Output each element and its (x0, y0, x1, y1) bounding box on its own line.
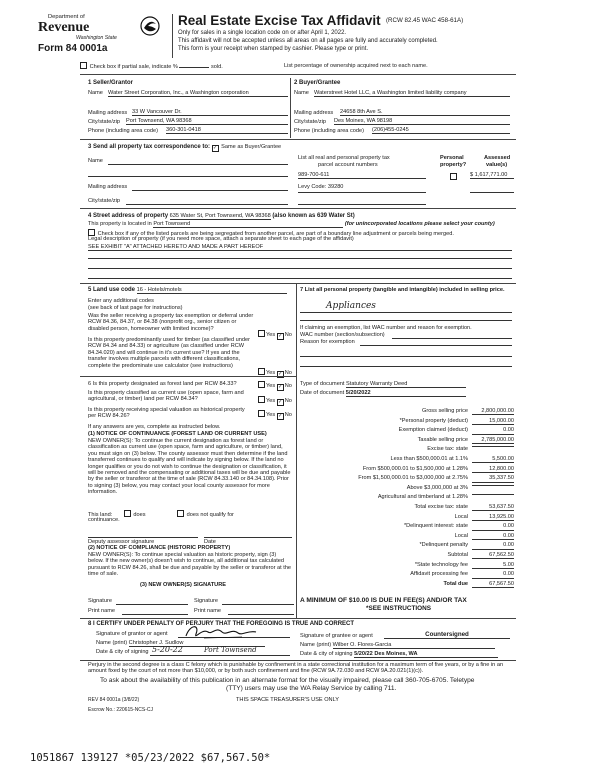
tax-row-label: Exemption claimed (deduct) (398, 427, 468, 434)
tax-row-label: From $1,500,000.01 to $3,000,000 at 2.75% (358, 475, 468, 482)
washington-state-text: Washington State (76, 35, 117, 41)
grantee-name-label: Name (print) (300, 642, 332, 648)
levy-code-value: 39280 (327, 184, 344, 190)
segregated-checkbox[interactable] (88, 229, 95, 236)
exemption-question: Was the seller receiving a property tax exemption or deferral under RCW 84.36, 84.37, or 84.38 (nonprofit org., senior citizen or disabled person, homeowner with limited income)? (88, 313, 254, 332)
notice-compliance-heading: (2) NOTICE OF COMPLIANCE (HISTORIC PROPERTY) (88, 545, 231, 551)
revision-label: REV 84 0001a (3/8/22) (88, 697, 140, 703)
tax-row-label: *Personal property (deduct) (399, 417, 468, 424)
seller-name-label: Name (88, 90, 103, 96)
unincorporated-note: (for unincorporated locations please select your county) (344, 221, 495, 227)
grantor-signature-image (182, 622, 262, 642)
located-in-row (88, 221, 495, 228)
partial-sale-checkbox[interactable] (80, 62, 87, 69)
wac-number-label: WAC number (section/subsection) (300, 332, 385, 338)
located-in-label: This property is located in (88, 221, 152, 227)
does-checkbox[interactable] (124, 510, 131, 517)
certify-heading: 8 I CERTIFY UNDER PENALTY OF PERJURY THAT THE FOREGOING IS TRUE AND CORRECT (88, 621, 355, 627)
timber-yes-checkbox[interactable] (258, 368, 265, 375)
street-address-label: 4 Street address of property (88, 213, 169, 219)
dor-emblem-icon (140, 16, 160, 36)
tax-row-value[interactable]: 13,925.00 (472, 514, 514, 521)
timber-no-checkbox[interactable]: ✓ (278, 371, 283, 377)
buyer-name-label: Name (294, 90, 309, 96)
tax-row-label: Subtotal (447, 552, 468, 558)
yes-label: Yes (266, 383, 276, 389)
tax-row-label: Gross selling price (421, 408, 468, 414)
parcel-number-field[interactable]: 989-700-611 (298, 172, 426, 179)
land-use-label: 5 Land use code (88, 287, 136, 293)
tax-row-label: Agricultural and timberland at 1.28% (377, 494, 468, 501)
same-as-buyer-label: Same as Buyer/Grantee (221, 144, 282, 150)
grantee-date-label: Date & city of signing (300, 651, 353, 657)
personal-property-line-2 (300, 320, 512, 321)
header-note-1: Only for sales in a single location code on or after April 1, 2022. (178, 30, 347, 36)
seller-name-field[interactable]: Water Street Corporation, Inc., a Washington corporation (108, 90, 288, 97)
forest-land-question: 6 Is this property designated as forest land per RCW 84.33? (88, 381, 237, 387)
forest-yes-no (258, 381, 292, 391)
tax-row-label: *Delinquent penalty (419, 542, 468, 549)
perjury-warning: Perjury in the second degree is a class C felony which is punishable by confinement in a state correctional institution for a maximum term of five years, or by a fine in an amount fixed by the court of not more than $10,000, or by both such confinement and fine (RCW 9A.72.030 and RCW 9A.20.021(1)(c)). (88, 662, 504, 675)
section3-name-field-2[interactable] (88, 176, 288, 177)
buyer-mailing-field[interactable]: 24658 8th Ave S. (340, 109, 510, 116)
treasurer-use-label: THIS SPACE TREASURER'S USE ONLY (236, 697, 340, 703)
yes-label: Yes (266, 412, 276, 418)
assessed-header-1: Assessed (484, 155, 511, 161)
cashier-stamp: 1051867 139127 *05/23/2022 $67,567.50* (30, 752, 271, 764)
grantor-date-row (96, 649, 149, 655)
historic-yes-checkbox[interactable] (258, 410, 265, 417)
street-address-aka: (also known as 639 Water St) (272, 213, 355, 219)
timber-question: Is this property predominantly used for timber (as classified under RCW 84.34 and 84.33) or agriculture (as classified under RCW 84.34.020) and will continue in it's current use? If yes and the transfer involves multiple parcels with different classifications, complete the predominate use calculator (see instructions) (88, 337, 250, 369)
legal-line-2 (88, 258, 512, 259)
new-owner-signature-heading: (3) NEW OWNER(S) SIGNATURE (140, 582, 226, 588)
historic-question: Is this property receiving special valuation as historical property per RCW 84.26? (88, 407, 245, 420)
tax-row-value[interactable]: 12,800.00 (472, 466, 514, 473)
exemption-yes-checkbox[interactable] (258, 330, 265, 337)
grantor-city-field[interactable]: Port Townsend (204, 646, 257, 654)
parcel-number-field-2[interactable] (298, 192, 426, 193)
does-not-checkbox[interactable] (177, 510, 184, 517)
continuance-label: continuance. (88, 517, 120, 523)
exemption-no-checkbox[interactable]: ✓ (278, 333, 283, 339)
street-address-row (88, 213, 355, 219)
personal-header-2: property? (440, 162, 467, 168)
grantee-date-row (300, 651, 498, 658)
current-use-yes-no (258, 396, 292, 406)
tax-row-value[interactable]: 0.00 (472, 427, 514, 434)
tax-row-value[interactable]: 5,500.00 (472, 456, 514, 463)
historic-yes-no (258, 410, 292, 420)
buyer-mailing-label: Mailing address (294, 110, 334, 116)
owner-signature-label-2: Signature (194, 598, 218, 604)
tax-row-value[interactable]: 2,800,000.00 (472, 408, 514, 415)
wac-number-field[interactable] (392, 338, 512, 339)
owner-signature-field-2[interactable] (222, 604, 294, 605)
header-note-2: This affidavit will not be accepted unless all areas on all pages are fully and accurately completed. (178, 38, 438, 44)
same-as-buyer-checkbox[interactable]: ✓ (212, 145, 218, 151)
form-number: Form 84 0001a (38, 43, 108, 54)
personal-property-heading: 7 List all personal property (tangible and intangible) included in selling price. (300, 287, 505, 293)
buyer-heading: 2 Buyer/Grantee (294, 80, 341, 86)
grantor-name-field[interactable]: Christopher J. Sudlow (129, 640, 265, 647)
does-not-label: does not qualify for (186, 512, 234, 518)
partial-sale-percent-field[interactable] (179, 67, 209, 68)
document-type-field[interactable]: Statutory Warranty Deed (346, 381, 466, 388)
sold-label: sold. (211, 64, 223, 70)
section3-name-label: Name (88, 158, 103, 164)
no-label: No (284, 398, 292, 404)
segregated-label: Check box if any of the listed parcels are being segregated from another parcel, are part of a boundary line adjustment or parcels being merged. (97, 231, 454, 237)
tax-row-label: Local (454, 532, 468, 539)
document-date-label: Date of document (300, 390, 345, 396)
alternate-format-note-2: (TTY) users may use the WA Relay Service by calling 711. (226, 685, 397, 692)
department-text: Department of (48, 14, 85, 20)
notice-compliance-text: NEW OWNER(S): To continue special valuation as historic property, sign (3) below. If the new owner(s) doesn't wish to continue, all additional tax calculated pursuant to RCW 84.26, shall be due and payable by the seller or transferor at the time of sale. (88, 552, 292, 578)
legal-description-label: Legal description of property (if you need more space, attach a separate sheet to each page of the affidavit) (88, 236, 354, 242)
grantee-signature-field[interactable]: Countersigned (384, 632, 510, 639)
personal-property-checkbox[interactable] (450, 173, 457, 180)
dor-logo (36, 14, 160, 60)
grantor-date-field[interactable]: 5-20-22 (152, 645, 183, 654)
street-address-field[interactable]: 635 Water St, Port Townsend, WA 98368 (169, 213, 271, 219)
if-yes-note: If any answers are yes, complete as instructed below. (88, 424, 221, 430)
tax-row-value[interactable]: 0.00 (472, 571, 514, 578)
section3-mailing-label: Mailing address (88, 184, 128, 190)
minimum-fee-note: A MINIMUM OF $10.00 IS DUE IN FEE(S) AND/OR TAX (300, 597, 467, 604)
section3-heading: 3 Send all property tax correspondence to: (88, 144, 211, 150)
tax-row-label: Less than $500,000.01 at 1.1% (390, 456, 468, 462)
tax-row-value[interactable]: 2,785,000.00 (472, 437, 514, 444)
revenue-text: Revenue (38, 20, 90, 35)
grantor-signature-label: Signature of grantor or agent (96, 631, 168, 637)
tax-row-value[interactable]: 35,337.50 (472, 475, 514, 482)
buyer-phone-label: Phone (including area code) (294, 128, 364, 134)
buyer-phone-field[interactable]: (206)455-0245 (372, 127, 510, 134)
section3-city-field[interactable] (126, 204, 288, 205)
seller-mailing-field[interactable]: 33 W Vancouver Dr. (132, 109, 288, 116)
levy-code-label: Levy Code: (298, 184, 327, 190)
owner-signature-label-1: Signature (88, 598, 112, 604)
assessed-header-2: value(s) (486, 162, 508, 168)
exemption-yes-no (258, 330, 292, 340)
tax-row-value[interactable]: 67,567.50 (472, 581, 514, 588)
assessed-value-field[interactable]: $ 1,617,771.00 (470, 172, 514, 179)
tax-row-label: *State technology fee (414, 561, 468, 568)
forest-no-checkbox[interactable]: ✓ (278, 384, 283, 390)
owner-print-label-1: Print name (88, 608, 116, 614)
buyer-city-label: City/state/zip (294, 119, 327, 125)
tax-row-value[interactable]: 15,000.00 (472, 418, 514, 425)
land-use-field[interactable]: 16 - Hotels/motels (137, 287, 287, 294)
exemption-claim-label: If claiming an exemption, list WAC number and reason for exemption. (300, 325, 472, 331)
seller-phone-label: Phone (including area code) (88, 128, 158, 134)
grantee-date-field[interactable]: 5/20/22 Des Moines, WA (354, 651, 498, 658)
parcel-header-2: parcel account numbers (318, 162, 378, 168)
document-date-row (300, 390, 466, 397)
grantee-signature-label: Signature of grantee or agent (300, 633, 373, 639)
legal-line-3 (88, 268, 512, 269)
grantee-name-row (300, 642, 495, 649)
deputy-signature-label: Deputy assessor signature (88, 537, 198, 545)
notice-continuance-heading: (1) NOTICE OF CONTINUANCE (FOREST LAND OR CURRENT USE) (88, 431, 267, 437)
tax-row-value[interactable]: 0.00 (472, 523, 514, 530)
buyer-name-field[interactable]: Waterstreet Hotel LLC, a Washington limited liability company (314, 90, 510, 97)
tax-row-label: Total due (443, 580, 468, 587)
document-type-label: Type of document (300, 381, 345, 387)
seller-city-label: City/state/zip (88, 119, 121, 125)
yes-label: Yes (266, 370, 276, 376)
forest-yes-checkbox[interactable] (258, 381, 265, 388)
buyer-city-field[interactable]: Des Moines, WA 98198 (334, 118, 510, 125)
see-back-note: (see back of last page for instructions) (88, 305, 183, 311)
tax-row-value[interactable]: 0.00 (472, 533, 514, 540)
tax-row-value[interactable]: 0.00 (472, 542, 514, 549)
current-use-question: Is this property classified as current use (open space, farm and agricultural, or timber) land per RCW 84.34? (88, 390, 244, 403)
additional-codes-label: Enter any additional codes (88, 298, 154, 304)
header-note-3: This form is your receipt when stamped by cashier. Please type or print. (178, 46, 369, 52)
seller-mailing-label: Mailing address (88, 110, 128, 116)
tax-row-value[interactable] (472, 485, 514, 486)
yes-label: Yes (266, 398, 276, 404)
grantor-name-label: Name (print) (96, 640, 128, 646)
tax-row-value[interactable] (472, 446, 514, 447)
legal-line-4 (88, 278, 512, 279)
document-type-row (300, 381, 466, 388)
parcel-number-field-3[interactable] (298, 204, 426, 205)
seller-phone-field[interactable]: 360-301-0418 (166, 127, 288, 134)
tax-row-label: Taxable selling price (417, 436, 468, 443)
alternate-format-note-1: To ask about the availability of this publication in an alternate format for the visually impaired, please call 360-705-6705. Teletype (100, 677, 475, 684)
tax-row-label: Local (454, 513, 468, 520)
no-label: No (284, 412, 292, 418)
ownership-note: List percentage of ownership acquired next to each name. (284, 63, 428, 69)
section3-name-field[interactable] (108, 164, 288, 165)
personal-header-1: Personal (440, 155, 464, 161)
legal-description-field[interactable]: SEE EXHIBIT "A" ATTACHED HERETO AND MADE A PART HEREOF (88, 244, 512, 251)
grantee-name-field[interactable]: Wilber O. Flores-Garcia (333, 642, 495, 649)
see-instructions-note: *SEE INSTRUCTIONS (366, 605, 431, 612)
grantor-date-label: Date & city of signing (96, 649, 149, 655)
owner-print-field-1[interactable] (122, 614, 188, 615)
partial-sale-row (80, 62, 223, 70)
tax-row-value[interactable] (472, 494, 514, 495)
tax-row-value[interactable]: 53,637.50 (472, 504, 514, 511)
section3-mailing-field[interactable] (132, 190, 288, 191)
owner-print-field-2[interactable] (228, 614, 294, 615)
no-label: No (284, 383, 292, 389)
this-land-label: This land: (88, 512, 113, 518)
current-use-no-checkbox[interactable]: ✓ (278, 399, 283, 405)
section3-row (88, 144, 281, 152)
tax-row-value[interactable]: 5.00 (472, 562, 514, 569)
personal-property-line-1 (300, 312, 512, 313)
reason-line-2 (300, 356, 512, 357)
notice-continuance-text: NEW OWNER(S): To continue the current designation as forest land or classification as current use (open space, farm and agriculture, or timber) land, you must sign on (3) below. The county assessor must then determine if the land transferred continues to qualify and will indicate by signing below. If the land no longer qualifies or you do not wish to continue the designation or classification, it will be removed and the compensating or additional taxes will be due and payable by the seller or transferor at the time of sale (RCW 84.33.140 or 84.34.108). Prior to signing (3) below, you may contact your local county assessor for more information. (88, 438, 291, 496)
escrow-number: Escrow No.: 220615-NCS-CJ (88, 707, 154, 713)
no-label: No (284, 370, 292, 376)
tax-row-value[interactable]: 67,562.50 (472, 552, 514, 559)
deputy-date-label: Date (204, 537, 292, 545)
page-title: Real Estate Excise Tax Affidavit (178, 13, 381, 28)
tax-row-label: Affidavit processing fee (410, 571, 468, 578)
levy-row (298, 184, 343, 190)
seller-heading: 1 Seller/Grantor (88, 80, 134, 86)
does-label: does (133, 512, 146, 518)
tax-row-label: From $500,000.01 to $1,500,000 at 1.28% (362, 465, 468, 472)
tax-row-label: *Delinquent interest: state (403, 523, 468, 530)
exemption-reason-field[interactable] (360, 345, 512, 346)
land-use-row (88, 287, 287, 294)
personal-property-field[interactable]: Appliances (326, 301, 376, 311)
grantor-date-line (150, 655, 290, 656)
document-date-field[interactable]: 5/20/2022 (346, 390, 466, 397)
assessed-value-field-2[interactable] (470, 192, 514, 193)
historic-no-checkbox[interactable]: ✓ (278, 413, 283, 419)
tax-row-label: Above $3,000,000 at 3% (406, 484, 468, 491)
reason-line-3 (300, 366, 512, 367)
partial-sale-label: Check box if partial sale, indicate % (89, 64, 178, 70)
exemption-reason-label: Reason for exemption (300, 339, 355, 345)
owner-signature-field-1[interactable] (116, 604, 188, 605)
tax-row-label: Total excise tax: state (414, 504, 468, 510)
owner-print-label-2: Print name (194, 608, 222, 614)
rcw-reference: (RCW 82.45 WAC 458-61A) (386, 17, 464, 24)
seller-city-field[interactable]: Port Townsend, WA 98368 (126, 118, 288, 125)
section3-city-label: City/state/zip (88, 198, 121, 204)
no-label: No (284, 332, 292, 338)
parcel-header-1: List all real and personal property tax (298, 155, 390, 161)
current-use-yes-checkbox[interactable] (258, 396, 265, 403)
located-in-field[interactable]: Port Townsend (153, 221, 343, 228)
yes-label: Yes (266, 332, 276, 338)
tax-row-label: Excise tax: state (427, 446, 468, 453)
